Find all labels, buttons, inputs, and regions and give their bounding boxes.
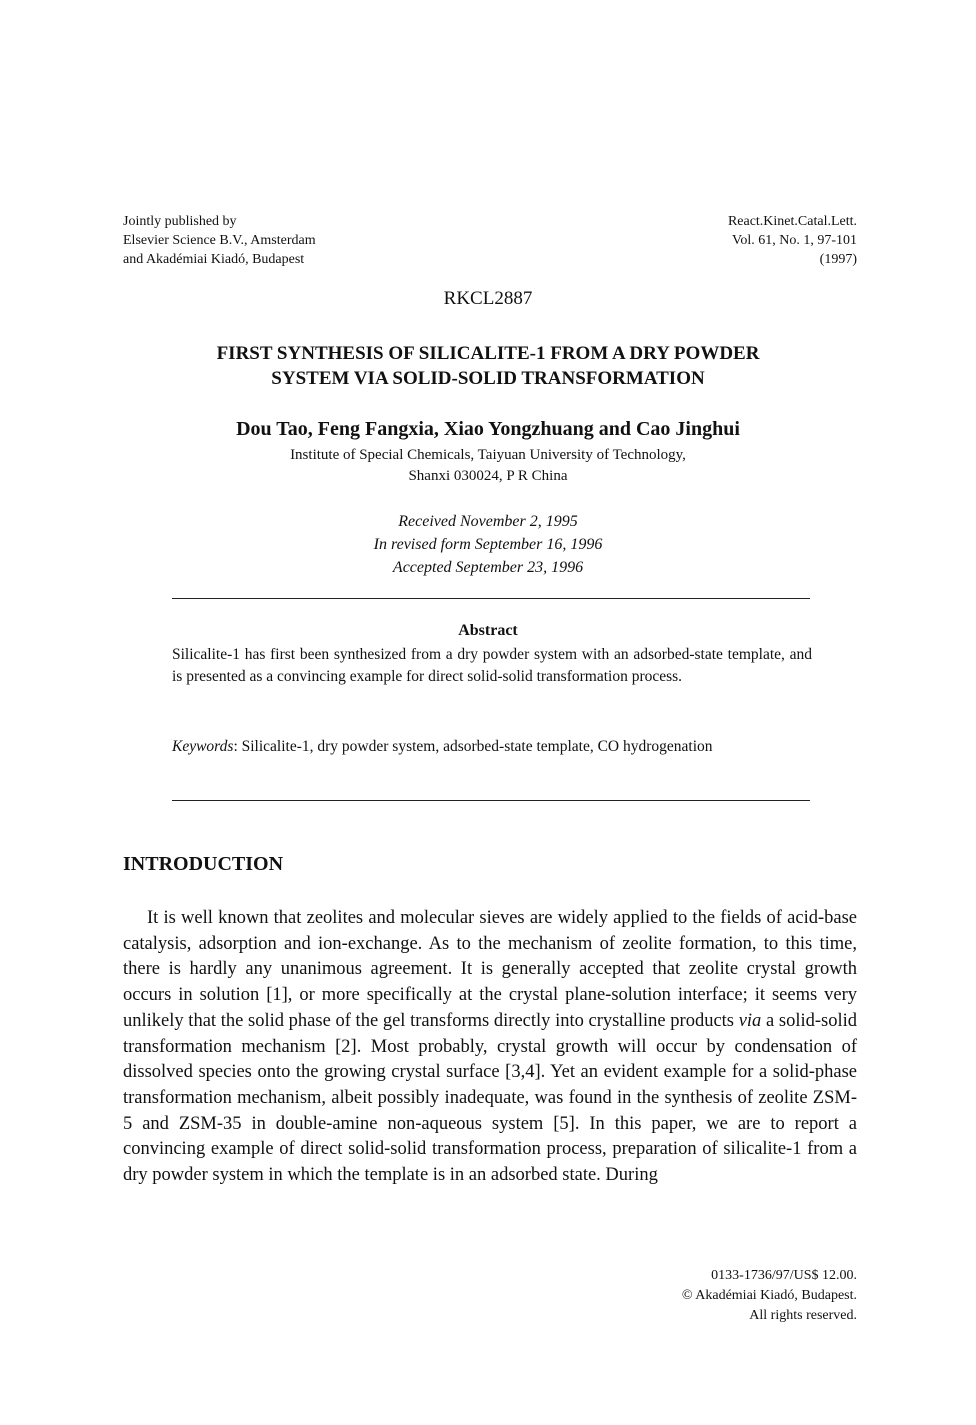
intro-text-part1: It is well known that zeolites and molecular sieves are widely applied to the fields of acid-base catalysis, adsorption and ion-exchange. As to the mechanism of zeolite formation, to this time, there is hardly any unanimous agreement. It is generally accepted that zeolite crystal growth occurs in solution [1], or more specifically at the crystal plane-solution interface; it seems very unlikely that the solid phase of the gel transforms directly into crystalline products [123, 908, 857, 1031]
abstract-text: Silicalite-1 has first been synthesized from a dry powder system with an adsorbed-state template, and is presented as a convincing example for direct solid-solid transformation process. [172, 646, 812, 685]
keywords-label: Keywords [172, 738, 234, 755]
divider-top [172, 598, 810, 599]
keywords-colon: : [233, 738, 238, 755]
issn-price: 0133-1736/97/US$ 12.00. [711, 1268, 857, 1283]
received-date: Received November 2, 1995 [398, 513, 578, 530]
submission-dates [0, 510, 976, 579]
affiliation [0, 445, 976, 487]
paper-title [0, 341, 976, 391]
accepted-date: Accepted September 23, 1996 [392, 559, 584, 576]
publisher-line: Elsevier Science B.V., Amsterdam [123, 233, 316, 248]
journal-line: Vol. 61, No. 1, 97-101 [732, 233, 857, 248]
abstract-heading: Abstract [458, 622, 518, 639]
rights-line: All rights reserved. [749, 1308, 857, 1323]
title-line: SYSTEM VIA SOLID-SOLID TRANSFORMATION [271, 368, 705, 389]
journal-line: (1997) [819, 252, 857, 267]
intro-text-part2: a solid-solid transformation mechanism [2]. Most probably, crystal growth will occur by condensation of dissolved species onto the growing crystal surface [3,4]. Yet an evident example for a solid-phase transformation mechanism, albeit possibly inadequate, was found in the synthesis of zeolite ZSM-5 and ZSM-35 in double-amine non-aqueous system [5]. In this paper, we are to report a convincing example of direct solid-solid transformation process, preparation of silicalite-1 from a dry powder system in which the template is in an adsorbed state. During [123, 1010, 858, 1186]
affiliation-line: Institute of Special Chemicals, Taiyuan University of Technology, [290, 447, 686, 463]
keywords-text: Silicalite-1, dry powder system, adsorbed-state template, CO hydrogenation [241, 738, 713, 755]
journal-line: React.Kinet.Catal.Lett. [727, 214, 857, 229]
divider-bottom [172, 800, 810, 801]
title-line: FIRST SYNTHESIS OF SILICALITE-1 FROM A DRY POWDER [216, 343, 760, 364]
section-heading: INTRODUCTION [123, 853, 284, 875]
copyright-footer [682, 1266, 857, 1326]
publisher-line: and Akadémiai Kiadó, Budapest [123, 252, 305, 267]
publisher-info [123, 212, 316, 269]
keywords [172, 736, 812, 758]
affiliation-line: Shanxi 030024, P R China [408, 468, 568, 484]
copyright-line: © Akadémiai Kiadó, Budapest. [681, 1288, 857, 1303]
article-code: RKCL2887 [443, 288, 533, 309]
revised-date: In revised form September 16, 1996 [373, 536, 603, 553]
intro-via: via [738, 1010, 762, 1031]
introduction-paragraph [123, 906, 857, 1189]
author-list: Dou Tao, Feng Fangxia, Xiao Yongzhuang and Cao Jinghui [236, 418, 740, 440]
publisher-line: Jointly published by [123, 214, 237, 229]
journal-citation [728, 212, 857, 269]
